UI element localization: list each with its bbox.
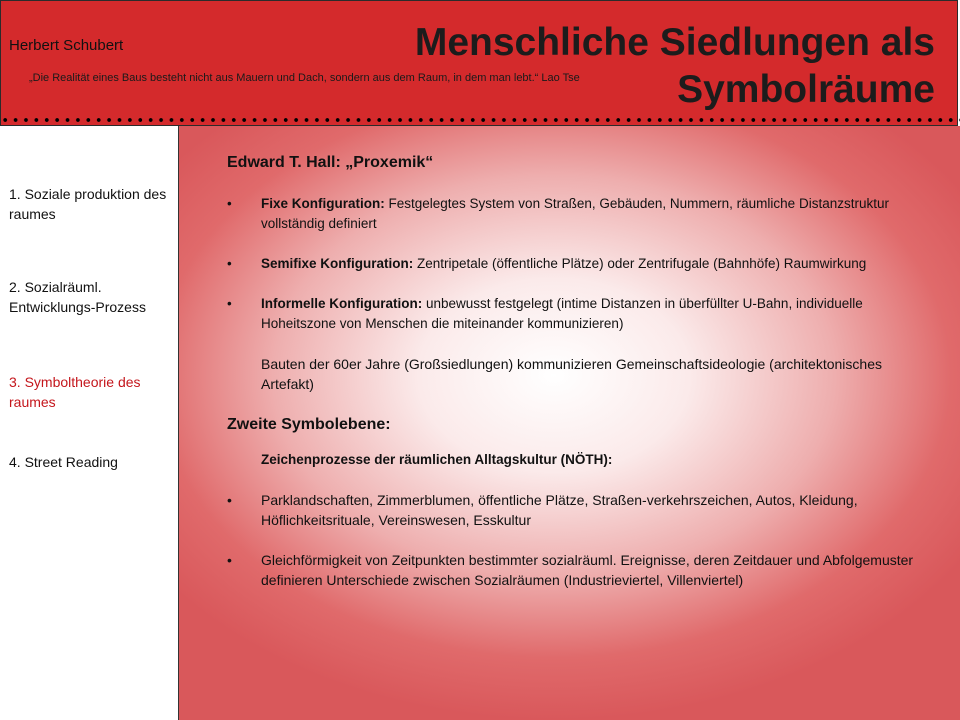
title-line-2: Symbolräume [677, 68, 935, 111]
bullet-dot: • [227, 492, 232, 508]
section-heading: Edward T. Hall: „Proxemik“ [227, 154, 434, 171]
header-quote: „Die Realität eines Baus besteht nicht aus Mauern und Dach, sondern aus dem Raum, in dem man lebt.“ Lao Tse [29, 72, 580, 84]
main-content-area [179, 126, 960, 720]
header-band [0, 0, 958, 126]
bullet-text: Gleichförmigkeit von Zeitpunkten bestimmter sozialräuml. Ereignisse, deren Zeitdauer und Abfolgemuster definieren Unterschiede zwischen Sozialräumen (Industrieviertel, Villenviertel) [261, 552, 914, 588]
bullet-dot: • [227, 196, 232, 211]
slide-title [375, 19, 935, 113]
bullet-alltagskultur [227, 490, 927, 530]
bullet-dot: • [227, 296, 232, 311]
bullet-dot: • [227, 256, 232, 271]
sidebar-nav [0, 126, 179, 720]
bullet-informelle-konfiguration [227, 294, 927, 334]
bullet-zeitpunkte [227, 550, 927, 590]
author-name: Herbert Schubert [9, 37, 124, 54]
bullet-text: Zentripetale (öffentliche Plätze) oder Zentrifugale (Bahnhöfe) Raumwirkung [413, 256, 867, 271]
note-text: Bauten der 60er Jahre (Großsiedlungen) kommunizieren Gemeinschaftsideologie (architektonisches Artefakt) [261, 356, 882, 392]
bullet-semifixe-konfiguration [227, 254, 927, 274]
bullet-dot: • [227, 552, 232, 568]
bullet-label: Semifixe Konfiguration: [261, 256, 414, 271]
bullet-label: Informelle Konfiguration: [261, 296, 423, 311]
bullet-text: unbewusst festgelegt (intime Distanzen in überfüllter U-Bahn, individuelle Hoheitszone von Menschen die miteinander kommunizieren) [261, 296, 863, 331]
dotted-divider [0, 117, 960, 123]
nav-item-entwicklungs-prozess[interactable]: 2. Sozialräuml. Entwicklungs-Prozess [9, 279, 146, 315]
bullet-text: Parklandschaften, Zimmerblumen, öffentliche Plätze, Straßen-verkehrszeichen, Autos, Kleidung, Höflichkeitsrituale, Vereinswesen, Esskultur [261, 492, 858, 528]
bullet-fixe-konfiguration [227, 194, 927, 234]
nav-item-street-reading[interactable]: 4. Street Reading [9, 454, 118, 470]
nav-item-soziale-produktion[interactable]: 1. Soziale produktion des raumes [9, 186, 167, 222]
bullet-text: Festgelegtes System von Straßen, Gebäuden, Nummern, räumliche Distanzstruktur vollständig definiert [261, 196, 889, 231]
section-heading-2: Zweite Symbolebene: [227, 416, 391, 433]
subheading: Zeichenprozesse der räumlichen Alltagskultur (NÖTH): [261, 452, 613, 467]
bullet-label: Fixe Konfiguration: [261, 196, 385, 211]
title-line-1: Menschliche Siedlungen als [414, 21, 935, 64]
nav-item-symboltheorie[interactable]: 3. Symboltheorie des raumes [9, 374, 141, 410]
content-body [227, 152, 927, 590]
